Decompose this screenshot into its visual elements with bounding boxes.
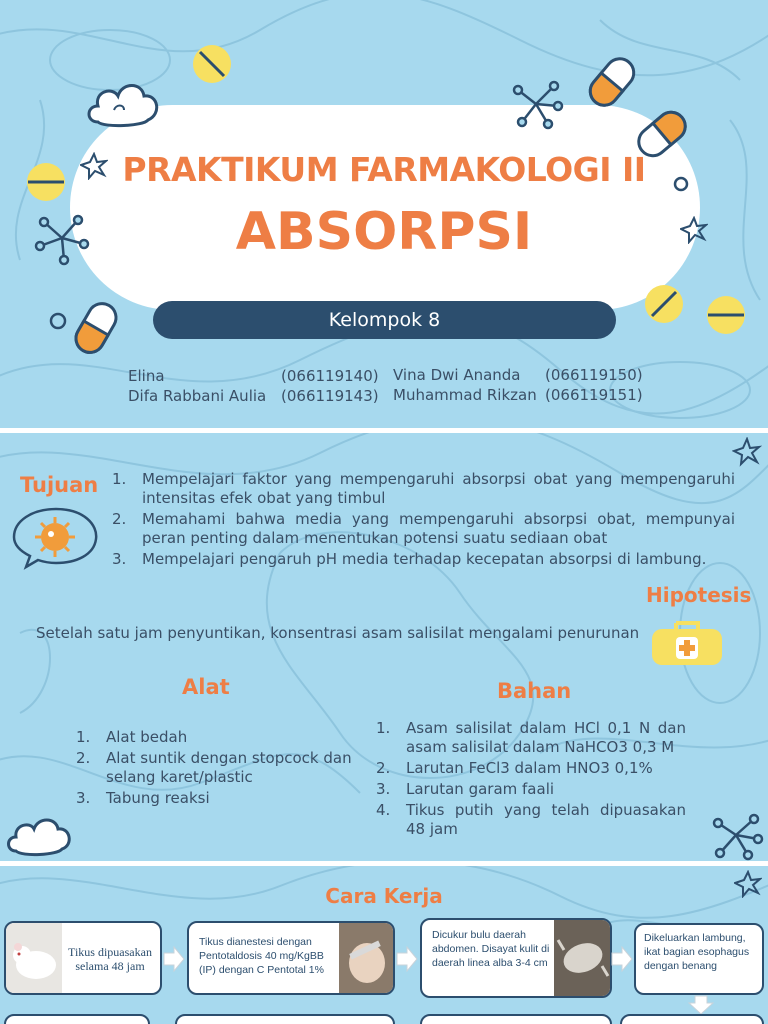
member-id: (066119140) <box>281 367 379 385</box>
hipotesis-text: Setelah satu jam penyuntikan, konsentrasi asam salisilat mengalami penurunan <box>36 624 640 642</box>
anesthesia-injection-photo <box>339 923 395 993</box>
virus-bubble-icon <box>10 503 102 571</box>
alat-list <box>76 728 358 810</box>
step-box <box>175 1014 395 1024</box>
step-box <box>620 1014 764 1024</box>
list-item: 3. Mempelajari pengaruh pH media terhadap kecepatan absorpsi di lambung. <box>112 550 707 568</box>
member-name: Difa Rabbani Aulia <box>128 387 267 405</box>
molecule-icon <box>34 210 90 266</box>
molecule-icon <box>710 809 764 861</box>
star-icon <box>680 216 708 244</box>
step-text: Tikus dianestesi dengan Pentotaldosis 40 mg/KgBB (IP) dengan C Pentotal 1% <box>199 936 324 976</box>
list-item: 3. Larutan garam faali <box>376 780 555 798</box>
yellow-pill-icon <box>190 42 234 86</box>
page-title: PRAKTIKUM FARMAKOLOGI II <box>122 150 646 189</box>
alat-heading: Alat <box>182 675 230 699</box>
tujuan-list <box>112 470 735 571</box>
arrow-right-icon <box>610 946 634 972</box>
cara-kerja-heading: Cara Kerja <box>325 884 443 908</box>
tujuan-heading: Tujuan <box>20 473 99 497</box>
list-item: 2. Alat suntik dengan stopcock dan selang karet/plastic <box>76 749 352 786</box>
cloud-icon <box>4 813 76 857</box>
capsule-icon <box>632 104 692 164</box>
hipotesis-heading: Hipotesis <box>646 583 752 607</box>
circle-icon <box>672 175 690 193</box>
molecule-icon <box>508 76 564 132</box>
arrow-right-icon <box>162 946 186 972</box>
first-aid-kit-icon <box>650 615 724 667</box>
star-icon <box>732 437 762 467</box>
member-name: Elina <box>128 367 165 385</box>
group-badge: Kelompok 8 <box>153 301 616 339</box>
list-item: 2. Memahami bahwa media yang mempengaruhi absorpsi obat, mempunyai peran penting dalam menentukan potensi suatu sediaan obat <box>112 510 735 547</box>
step-box <box>420 918 612 998</box>
step-box <box>4 1014 150 1024</box>
star-icon <box>80 152 108 180</box>
content-slide <box>0 433 768 861</box>
arrow-down-icon <box>688 995 714 1015</box>
white-rat-photo <box>6 923 62 993</box>
shaved-rat-photo <box>554 920 612 996</box>
list-item: 1. Mempelajari faktor yang mempengaruhi absorpsi obat yang mempengaruhi intensitas efek obat yang timbul <box>112 470 735 507</box>
yellow-pill-icon <box>704 293 748 337</box>
step-box <box>4 921 162 995</box>
step-text: Dicukur bulu daerah abdomen. Disayat kulit di daerah linea alba 3-4 cm <box>432 929 550 969</box>
step-text: Tikus dipuasakan selama 48 jam <box>68 945 152 973</box>
arrow-right-icon <box>395 946 419 972</box>
list-item: 3. Tabung reaksi <box>76 789 210 807</box>
member-id: (066119143) <box>281 387 379 405</box>
step-box <box>187 921 395 995</box>
page-subtitle: ABSORPSI <box>235 202 533 262</box>
capsule-icon <box>66 296 126 360</box>
member-id: (066119150) <box>545 366 643 384</box>
bahan-list <box>376 719 686 841</box>
member-name: Muhammad Rikzan <box>393 386 537 404</box>
list-item: 1. Asam salisilat dalam HCl 0,1 N dan asam salisilat dalam NaHCO3 0,3 M <box>376 719 686 756</box>
step-text: Dikeluarkan lambung, ikat bagian esophagus dengan benang <box>644 932 750 972</box>
list-item: 4. Tikus putih yang telah dipuasakan 48 jam <box>376 801 686 838</box>
cloud-icon <box>84 76 164 132</box>
list-item: 2. Larutan FeCl3 dalam HNO3 0,1% <box>376 759 653 777</box>
circle-icon <box>48 311 68 331</box>
title-slide <box>0 0 768 428</box>
step-box <box>420 1014 612 1024</box>
step-box <box>634 923 764 995</box>
bahan-heading: Bahan <box>497 679 572 703</box>
capsule-icon <box>582 52 642 112</box>
list-item: 1. Alat bedah <box>76 728 188 746</box>
procedure-slide <box>0 866 768 1024</box>
member-id: (066119151) <box>545 386 643 404</box>
yellow-pill-icon <box>642 282 686 326</box>
member-name: Vina Dwi Ananda <box>393 366 521 384</box>
yellow-pill-icon <box>24 160 68 204</box>
